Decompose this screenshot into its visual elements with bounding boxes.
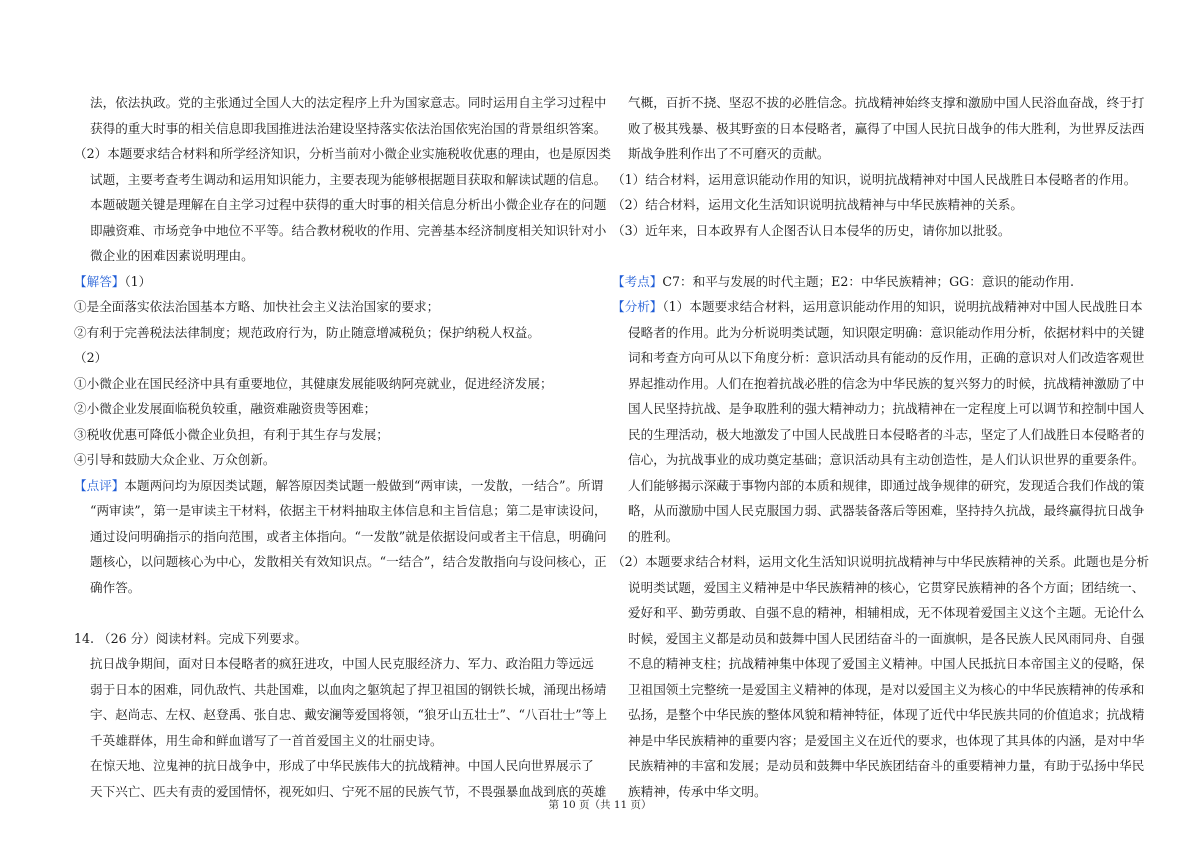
text-line: 即融资难、市场竞争中地位不平等。结合教材税收的作用、完善基本经济制度相关知识针对小 — [90, 222, 607, 238]
text-line: 神是中华民族精神的重要内容；是爱国主义在近代的要求，也体现了其具体的内涵，是对中华 — [628, 732, 1145, 748]
text-line: （1） — [124, 273, 152, 289]
text-line: 宇、赵尚志、左权、赵登禹、张自忠、戴安澜等爱国将领，“狼牙山五壮士”、“八百壮士”等上 — [90, 707, 607, 722]
text-line: 法，依法执政。党的主张通过全国人大的法定程序上升为国家意志。同时运用自主学习过程中 — [90, 95, 607, 110]
text-line: 国人民坚持抗战、是争取胜利的强大精神动力；抗战精神在一定程度上可以调节和控制中国人 — [628, 401, 1145, 416]
text-line: （2）本题要求结合材料，运用文化生活知识说明抗战精神与中华民族精神的关系。此题也是分析 — [612, 554, 1149, 569]
text-line: C7：和平与发展的时代主题；E2：中华民族精神；GG：意识的能动作用. — [662, 273, 1074, 289]
text-line: （1）本题要求结合材料，运用意识能动作用的知识，说明抗战精神对中国人民战胜日本 — [662, 299, 1143, 314]
kaodian-label: 【考点】 — [612, 273, 663, 289]
text-line: 卫祖国领土完整统一是爱国主义精神的体现，是对以爱国主义为核心的中华民族精神的传承和 — [628, 681, 1145, 697]
text-line: 败了极其残暴、极其野蛮的日本侵略者，赢得了中国人民抗日战争的伟大胜利，为世界反法西 — [628, 120, 1145, 136]
text-line: 本题两问均为原因类试题，解答原因类试题一般做到“两审读，一发散，一结合”。所谓 — [124, 477, 604, 493]
text-line: ③税收优惠可降低小微企业负担，有利于其生存与发展； — [74, 426, 389, 442]
text-line: 千英雄群体，用生命和鲜血谱写了一首首爱国主义的壮丽史诗。 — [90, 732, 443, 748]
text-line: ②有利于完善税法法律制度；规范政府行为，防止随意增减税负；保护纳税人权益。 — [74, 324, 540, 340]
text-line: 的胜利。 — [628, 528, 679, 544]
text-line: 确作答。 — [90, 579, 141, 595]
text-line: 气概，百折不挠、坚忍不拔的必胜信念。抗战精神始终支撑和激励中国人民浴血奋战，终于打 — [628, 95, 1145, 110]
text-line: 民族精神的丰富和发展；是动员和鼓舞中华民族团结奋斗的重要精神力量，有助于弘扬中华民 — [628, 758, 1145, 773]
spacer — [612, 243, 1132, 269]
text-line: 抗日战争期间，面对日本侵略者的疯狂进攻，中国人民克服经济力、军力、政治阻力等远远 — [90, 656, 594, 671]
right-column — [612, 90, 1149, 804]
spacer — [74, 600, 592, 626]
text-line: 人们能够揭示深藏于事物内部的本质和规律，即通过战争规律的研究，发现适合我们作战的策 — [628, 477, 1145, 493]
comment-label: 【点评】 — [74, 477, 125, 493]
text-line: 弘扬，是整个中华民族的整体风貌和精神特征，体现了近代中华民族共同的价值追求；抗战精 — [628, 707, 1145, 722]
text-line: 界起推动作用。人们在抱着抗战必胜的信念为中华民族的复兴努力的时候，抗战精神激励了中 — [628, 375, 1145, 391]
text-line: 本题破题关键是理解在自主学习过程中获得的重大时事的相关信息分析出小微企业存在的问题 — [90, 197, 607, 212]
text-line: 侵略者的作用。此为分析说明类试题，知识限定明确：意识能动作用分析，依据材料中的关键 — [628, 324, 1145, 340]
comment-heading — [74, 473, 604, 499]
analysis-label: 【分析】 — [612, 299, 663, 314]
text-line: ②小微企业发展面临税负较重，融资难融资贵等困难； — [74, 401, 377, 416]
text-line: 不息的精神支柱；抗战精神集中体现了爱国主义精神。中国人民抵抗日本帝国主义的侵略，保 — [628, 656, 1145, 671]
text-line: （2）本题要求结合材料和所学经济知识，分析当前对小微企业实施税收优惠的理由，也是原因类 — [74, 146, 611, 161]
sub-question: （2）结合材料，运用文化生活知识说明抗战精神与中华民族精神的关系。 — [612, 197, 1024, 212]
text-line: 略，从而激励中国人民克服国力弱、武器装备落后等困难，坚持持久抗战，最终赢得抗日战争 — [628, 503, 1145, 518]
sub-question: （3）近年来，日本政界有人企图否认日本侵华的历史，请你加以批驳。 — [612, 222, 1011, 238]
text-line: 时候，爱国主义都是动员和鼓舞中国人民团结奋斗的一面旗帜，是各民族人民风雨同舟、自强 — [628, 630, 1145, 646]
text-line: 通过设问明确指示的指向范围，或者主体指向。“一发散”就是依据设问或者主干信息，明确问 — [90, 528, 607, 544]
text-line: 获得的重大时事的相关信息即我国推进法治建设坚持落实依法治国依宪治国的背景组织答案。 — [90, 120, 607, 136]
left-column — [74, 90, 611, 804]
text-line: 试题，主要考查考生调动和运用知识能力，主要表现为能够根据题目获取和解读试题的信息。 — [90, 171, 607, 187]
text-line: “两审读”，第一是审读主干材料，依据主干材料抽取主体信息和主旨信息；第二是审读设问， — [90, 503, 607, 518]
text-line: ④引导和鼓励大众企业、万众创新。 — [74, 452, 276, 467]
text-line: 说明类试题，爱国主义精神是中华民族精神的核心，它贯穿民族精神的各个方面；团结统一、 — [628, 579, 1145, 595]
text-line: 题核心，以问题核心为中心，发散相关有效知识点。“一结合”，结合发散指向与设问核心，正 — [90, 554, 607, 569]
page-number: 第 10 页（共 11 页） — [548, 799, 652, 811]
text-line: 民的生理活动，极大地激发了中国人民战胜日本侵略者的斗志，坚定了人们战胜日本侵略者的 — [628, 426, 1145, 442]
text-line: ①是全面落实依法治国基本方略、加快社会主义法治国家的要求； — [74, 299, 440, 314]
text-line: 天下兴亡、匹夫有责的爱国情怀，视死如归、宁死不屈的民族气节，不畏强暴血战到底的英雄 — [90, 783, 607, 799]
text-line: 信心，为抗战事业的成功奠定基础；意识活动具有主动创造性，是人们认识世界的重要条件。 — [628, 452, 1145, 467]
kaodian-heading — [612, 269, 1132, 295]
sub-question: （1）结合材料，运用意识能动作用的知识，说明抗战精神对中国人民战胜日本侵略者的作用。 — [612, 171, 1137, 187]
text-line: 爱好和平、勤劳勇敢、自强不息的精神，相辅相成，无不体现着爱国主义这个主题。无论什么 — [628, 605, 1145, 620]
text-line: 弱于日本的困难，同仇敌忾、共赴国难，以血肉之躯筑起了捍卫祖国的钢铁长城，涌现出杨靖 — [90, 681, 607, 697]
text-line: 族精神，传承中华文明。 — [628, 783, 767, 799]
text-line: 词和考查方向可从以下角度分析：意识活动具有能动的反作用，正确的意识对人们改造客观世 — [628, 350, 1145, 365]
text-line: ①小微企业在国民经济中具有重要地位，其健康发展能吸纳阿亮就业，促进经济发展； — [74, 375, 553, 391]
text-line: 斯战争胜利作出了不可磨灭的贡献。 — [628, 146, 830, 161]
answer-heading — [74, 269, 592, 295]
text-line: （2） — [74, 350, 108, 365]
answer-label: 【解答】 — [74, 273, 125, 289]
text-line: 在惊天地、泣鬼神的抗日战争中，形成了中华民族伟大的抗战精神。中国人民向世界展示了 — [90, 758, 594, 773]
question-title: 14. （26 分）阅读材料。完成下列要求。 — [74, 630, 307, 646]
analysis-heading — [612, 294, 1143, 320]
text-line: 微企业的困难因素说明理由。 — [90, 248, 254, 263]
